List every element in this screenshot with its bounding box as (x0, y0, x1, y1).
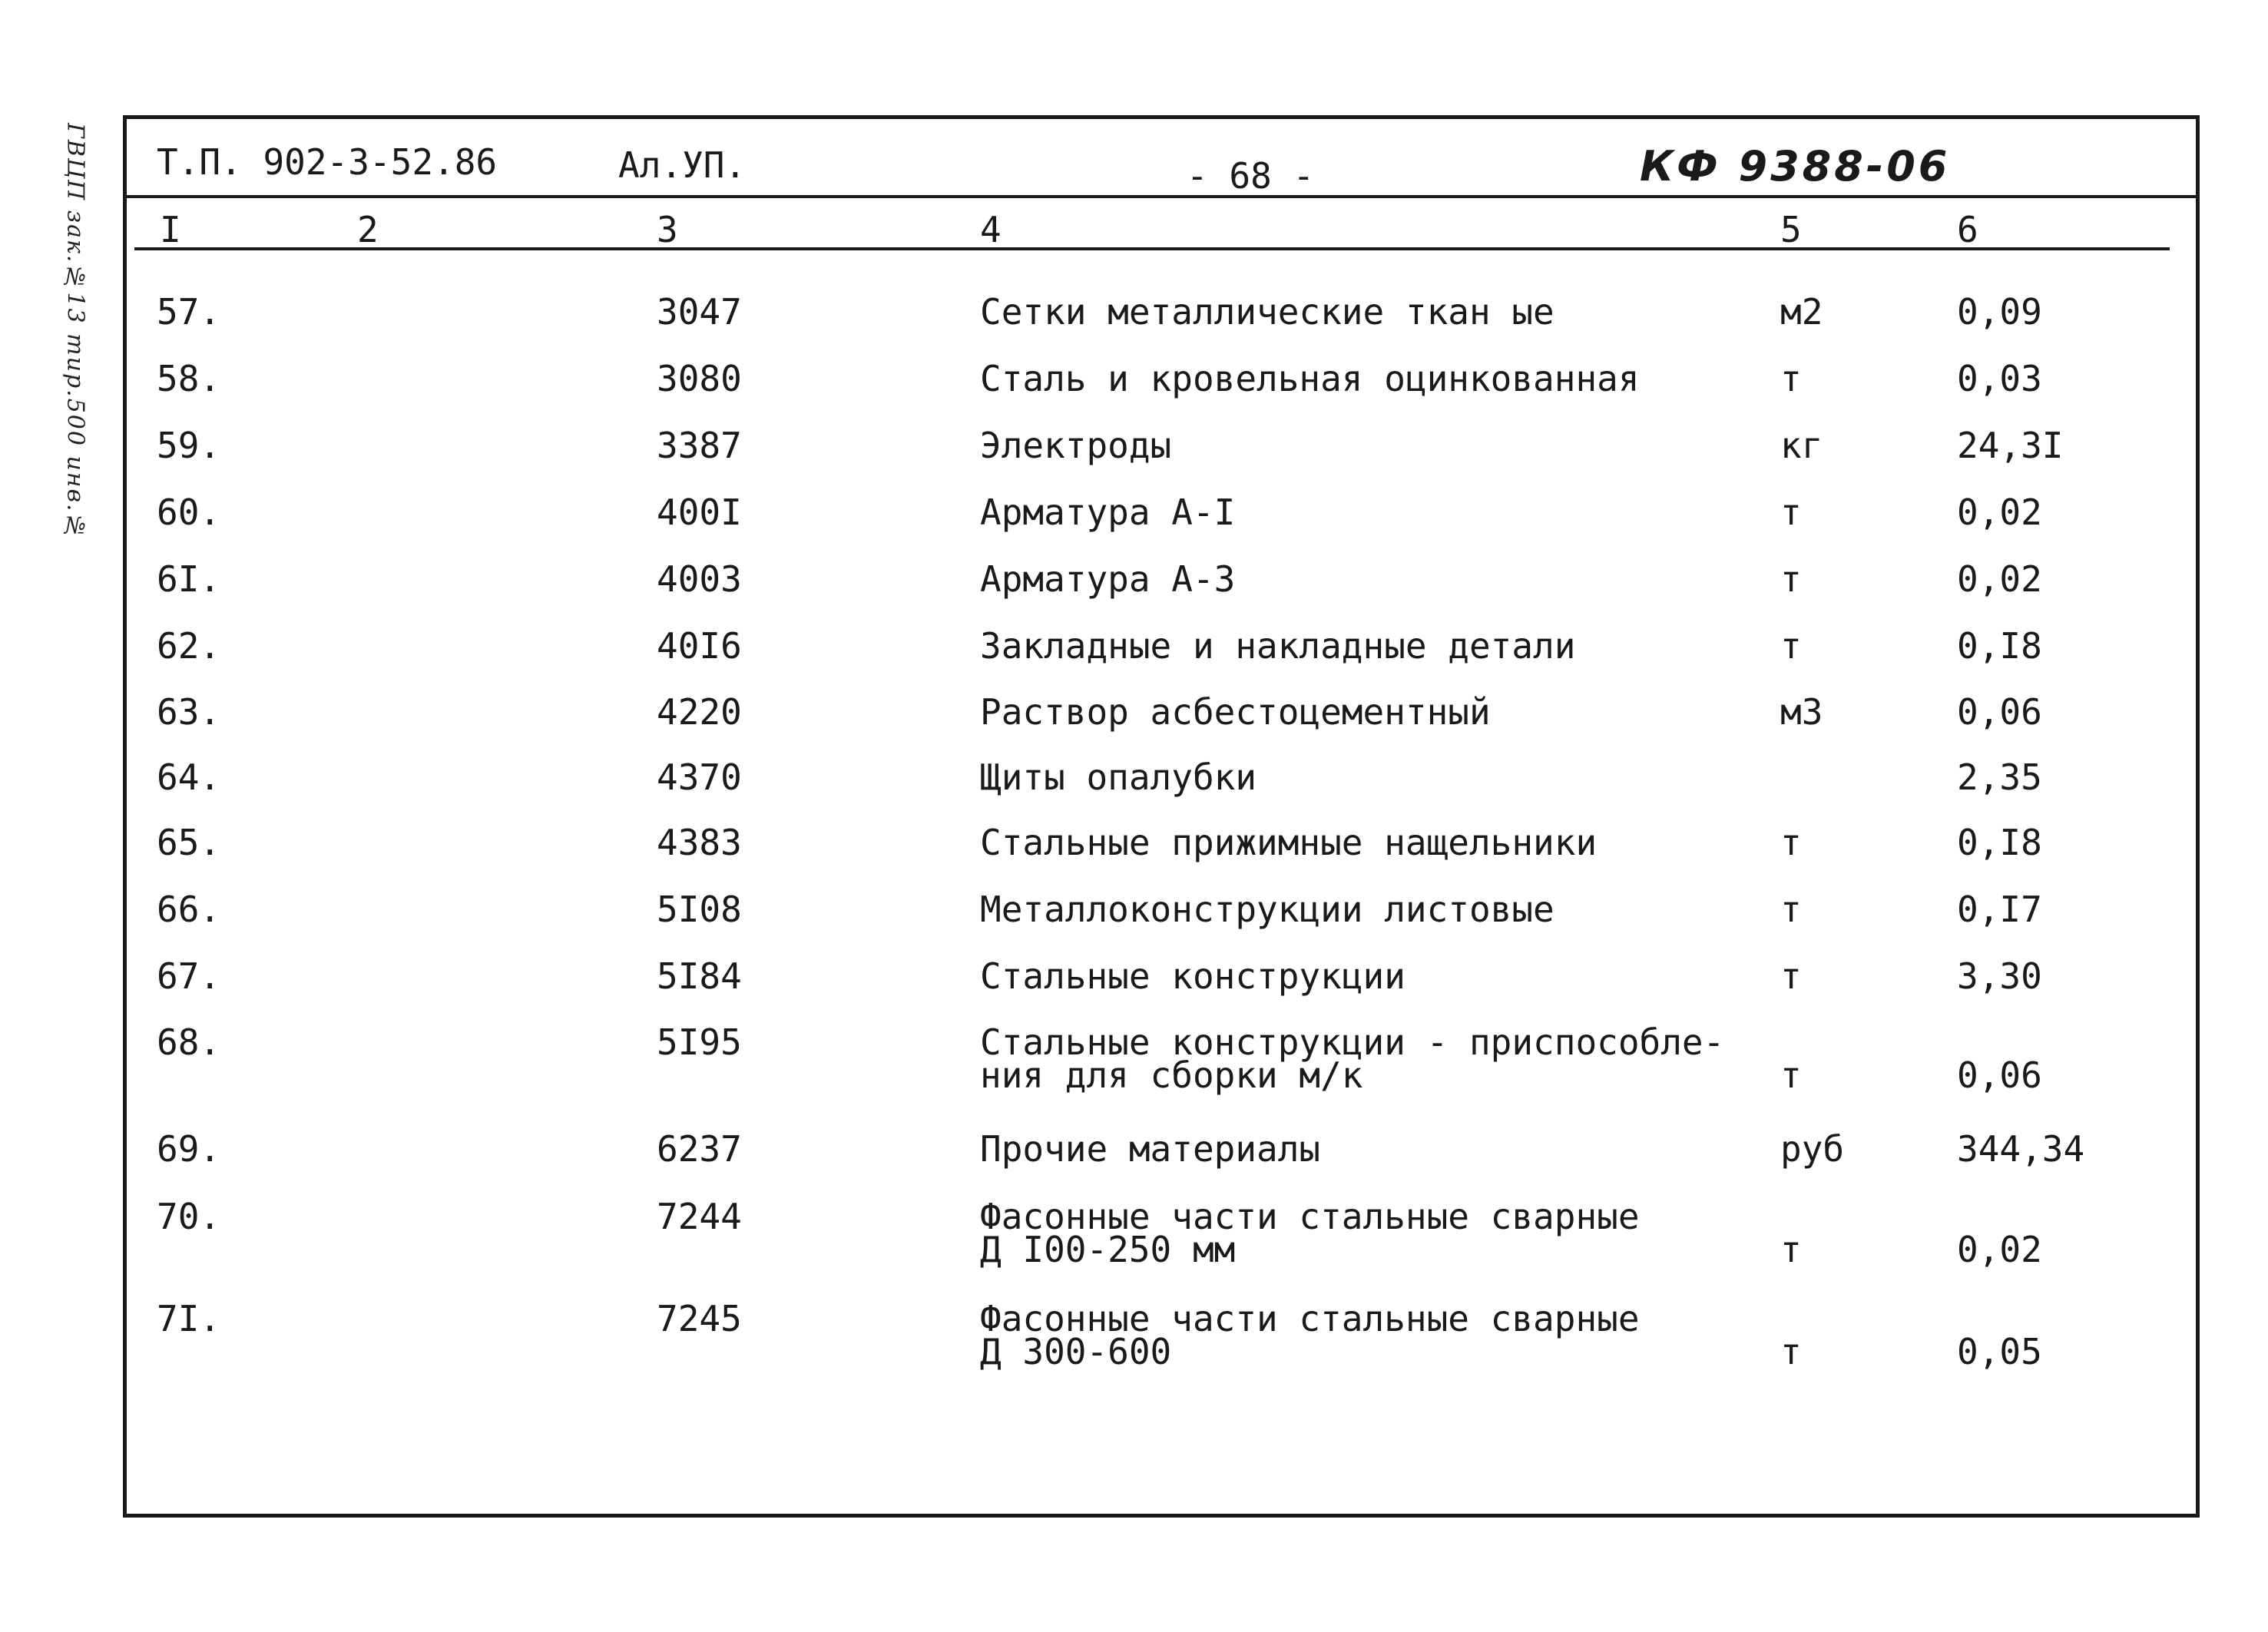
material-code: 5I95 (657, 1021, 742, 1063)
material-name-line: Фасонные части стальные сварные (980, 1196, 1640, 1237)
unit: т (1780, 822, 1802, 863)
header-divider (127, 195, 2196, 198)
quantity: 0,I8 (1957, 822, 2042, 863)
quantity: 0,02 (1957, 558, 2042, 600)
material-name (980, 492, 1236, 533)
material-name (980, 1021, 1725, 1096)
quantity: 0,I8 (1957, 625, 2042, 667)
material-code: 4383 (657, 822, 742, 863)
row-number: 69. (157, 1128, 221, 1170)
column-number-3: 3 (657, 209, 678, 250)
side-stamp-note (52, 123, 98, 553)
material-code: 3080 (657, 358, 742, 399)
quantity: 0,05 (1957, 1331, 2042, 1372)
quantity: 0,I7 (1957, 889, 2042, 930)
unit: м3 (1780, 691, 1823, 733)
project-number: Т.П. 902-3-52.86 (157, 141, 498, 183)
row-number: 67. (157, 955, 221, 997)
material-code: 40I6 (657, 625, 742, 667)
material-code: 7244 (657, 1196, 742, 1237)
material-name-line: Д I00-250 мм (980, 1229, 1236, 1270)
unit: кг (1780, 425, 1823, 466)
unit: т (1780, 1229, 1802, 1270)
row-number: 65. (157, 822, 221, 863)
material-name (980, 358, 1640, 399)
material-code: 400I (657, 492, 742, 533)
material-code: 6237 (657, 1128, 742, 1170)
column-number-divider (134, 247, 2170, 250)
material-name-line: Раствор асбестоцементный (980, 691, 1491, 733)
material-code: 7245 (657, 1298, 742, 1339)
material-name-line: Арматура А-I (980, 492, 1236, 533)
row-number: 63. (157, 691, 221, 733)
row-number: 60. (157, 492, 221, 533)
material-name-line: Закладные и накладные детали (980, 625, 1576, 667)
material-name-line: Щиты опалубки (980, 756, 1257, 798)
column-number-2: 2 (357, 209, 379, 250)
column-number-1: I (160, 209, 181, 250)
quantity: 3,30 (1957, 955, 2042, 997)
material-name (980, 1128, 1321, 1170)
material-name (980, 955, 1405, 997)
quantity: 0,09 (1957, 291, 2042, 333)
material-name (980, 625, 1576, 667)
column-number-5: 5 (1780, 209, 1802, 250)
material-name-line: ния для сборки м/к (980, 1054, 1363, 1096)
row-number: 59. (157, 425, 221, 466)
row-number: 58. (157, 358, 221, 399)
unit: т (1780, 955, 1802, 997)
row-number: 66. (157, 889, 221, 930)
page-number: - 68 - (1187, 155, 1315, 197)
row-number: 57. (157, 291, 221, 333)
material-name (980, 558, 1236, 600)
row-number: 62. (157, 625, 221, 667)
unit: т (1780, 558, 1802, 600)
material-name-line: Сталь и кровельная оцинкованная (980, 358, 1640, 399)
row-number: 70. (157, 1196, 221, 1237)
unit: т (1780, 889, 1802, 930)
row-number: 6I. (157, 558, 221, 600)
row-number: 68. (157, 1021, 221, 1063)
material-name (980, 691, 1491, 733)
quantity: 0,06 (1957, 1054, 2042, 1096)
material-code: 4370 (657, 756, 742, 798)
album-label: Ал.УП. (618, 144, 747, 186)
material-name-line: Сетки металлические ткан ые (980, 291, 1554, 333)
quantity: 0,06 (1957, 691, 2042, 733)
material-name-line: Электроды (980, 425, 1172, 466)
material-name (980, 425, 1172, 466)
column-number-4: 4 (980, 209, 1002, 250)
unit: руб (1780, 1128, 1845, 1170)
material-name (980, 291, 1554, 333)
material-name-line: Фасонные части стальные сварные (980, 1298, 1640, 1339)
material-code: 5I84 (657, 955, 742, 997)
material-name (980, 889, 1554, 930)
row-number: 7I. (157, 1298, 221, 1339)
material-code: 3387 (657, 425, 742, 466)
material-name-line: Металлоконструкции листовые (980, 889, 1554, 930)
quantity: 0,02 (1957, 1229, 2042, 1270)
material-name (980, 1298, 1640, 1372)
unit: т (1780, 492, 1802, 533)
unit: т (1780, 1331, 1802, 1372)
side-stamp-text: ГВЦП зак.№13 тир.500 инв.№ (61, 123, 89, 541)
material-code: 4220 (657, 691, 742, 733)
material-name-line: Стальные конструкции (980, 955, 1405, 997)
material-code: 5I08 (657, 889, 742, 930)
material-name-line: Стальные прижимные нащельники (980, 822, 1598, 863)
material-code: 3047 (657, 291, 742, 333)
row-number: 64. (157, 756, 221, 798)
material-name (980, 1196, 1640, 1270)
quantity: 344,34 (1957, 1128, 2085, 1170)
unit: м2 (1780, 291, 1823, 333)
unit: т (1780, 358, 1802, 399)
document-code: КФ 9388-06 (1640, 142, 1951, 190)
unit: т (1780, 1054, 1802, 1096)
quantity: 0,03 (1957, 358, 2042, 399)
unit: т (1780, 625, 1802, 667)
material-name (980, 822, 1598, 863)
material-name-line: Арматура А-3 (980, 558, 1236, 600)
material-name-line: Стальные конструкции - приспособле- (980, 1021, 1725, 1063)
material-name-line: Прочие материалы (980, 1128, 1321, 1170)
quantity: 2,35 (1957, 756, 2042, 798)
material-name (980, 756, 1257, 798)
column-number-6: 6 (1957, 209, 1978, 250)
quantity: 24,3I (1957, 425, 2064, 466)
material-code: 4003 (657, 558, 742, 600)
material-name-line: Д 300-600 (980, 1331, 1172, 1372)
quantity: 0,02 (1957, 492, 2042, 533)
